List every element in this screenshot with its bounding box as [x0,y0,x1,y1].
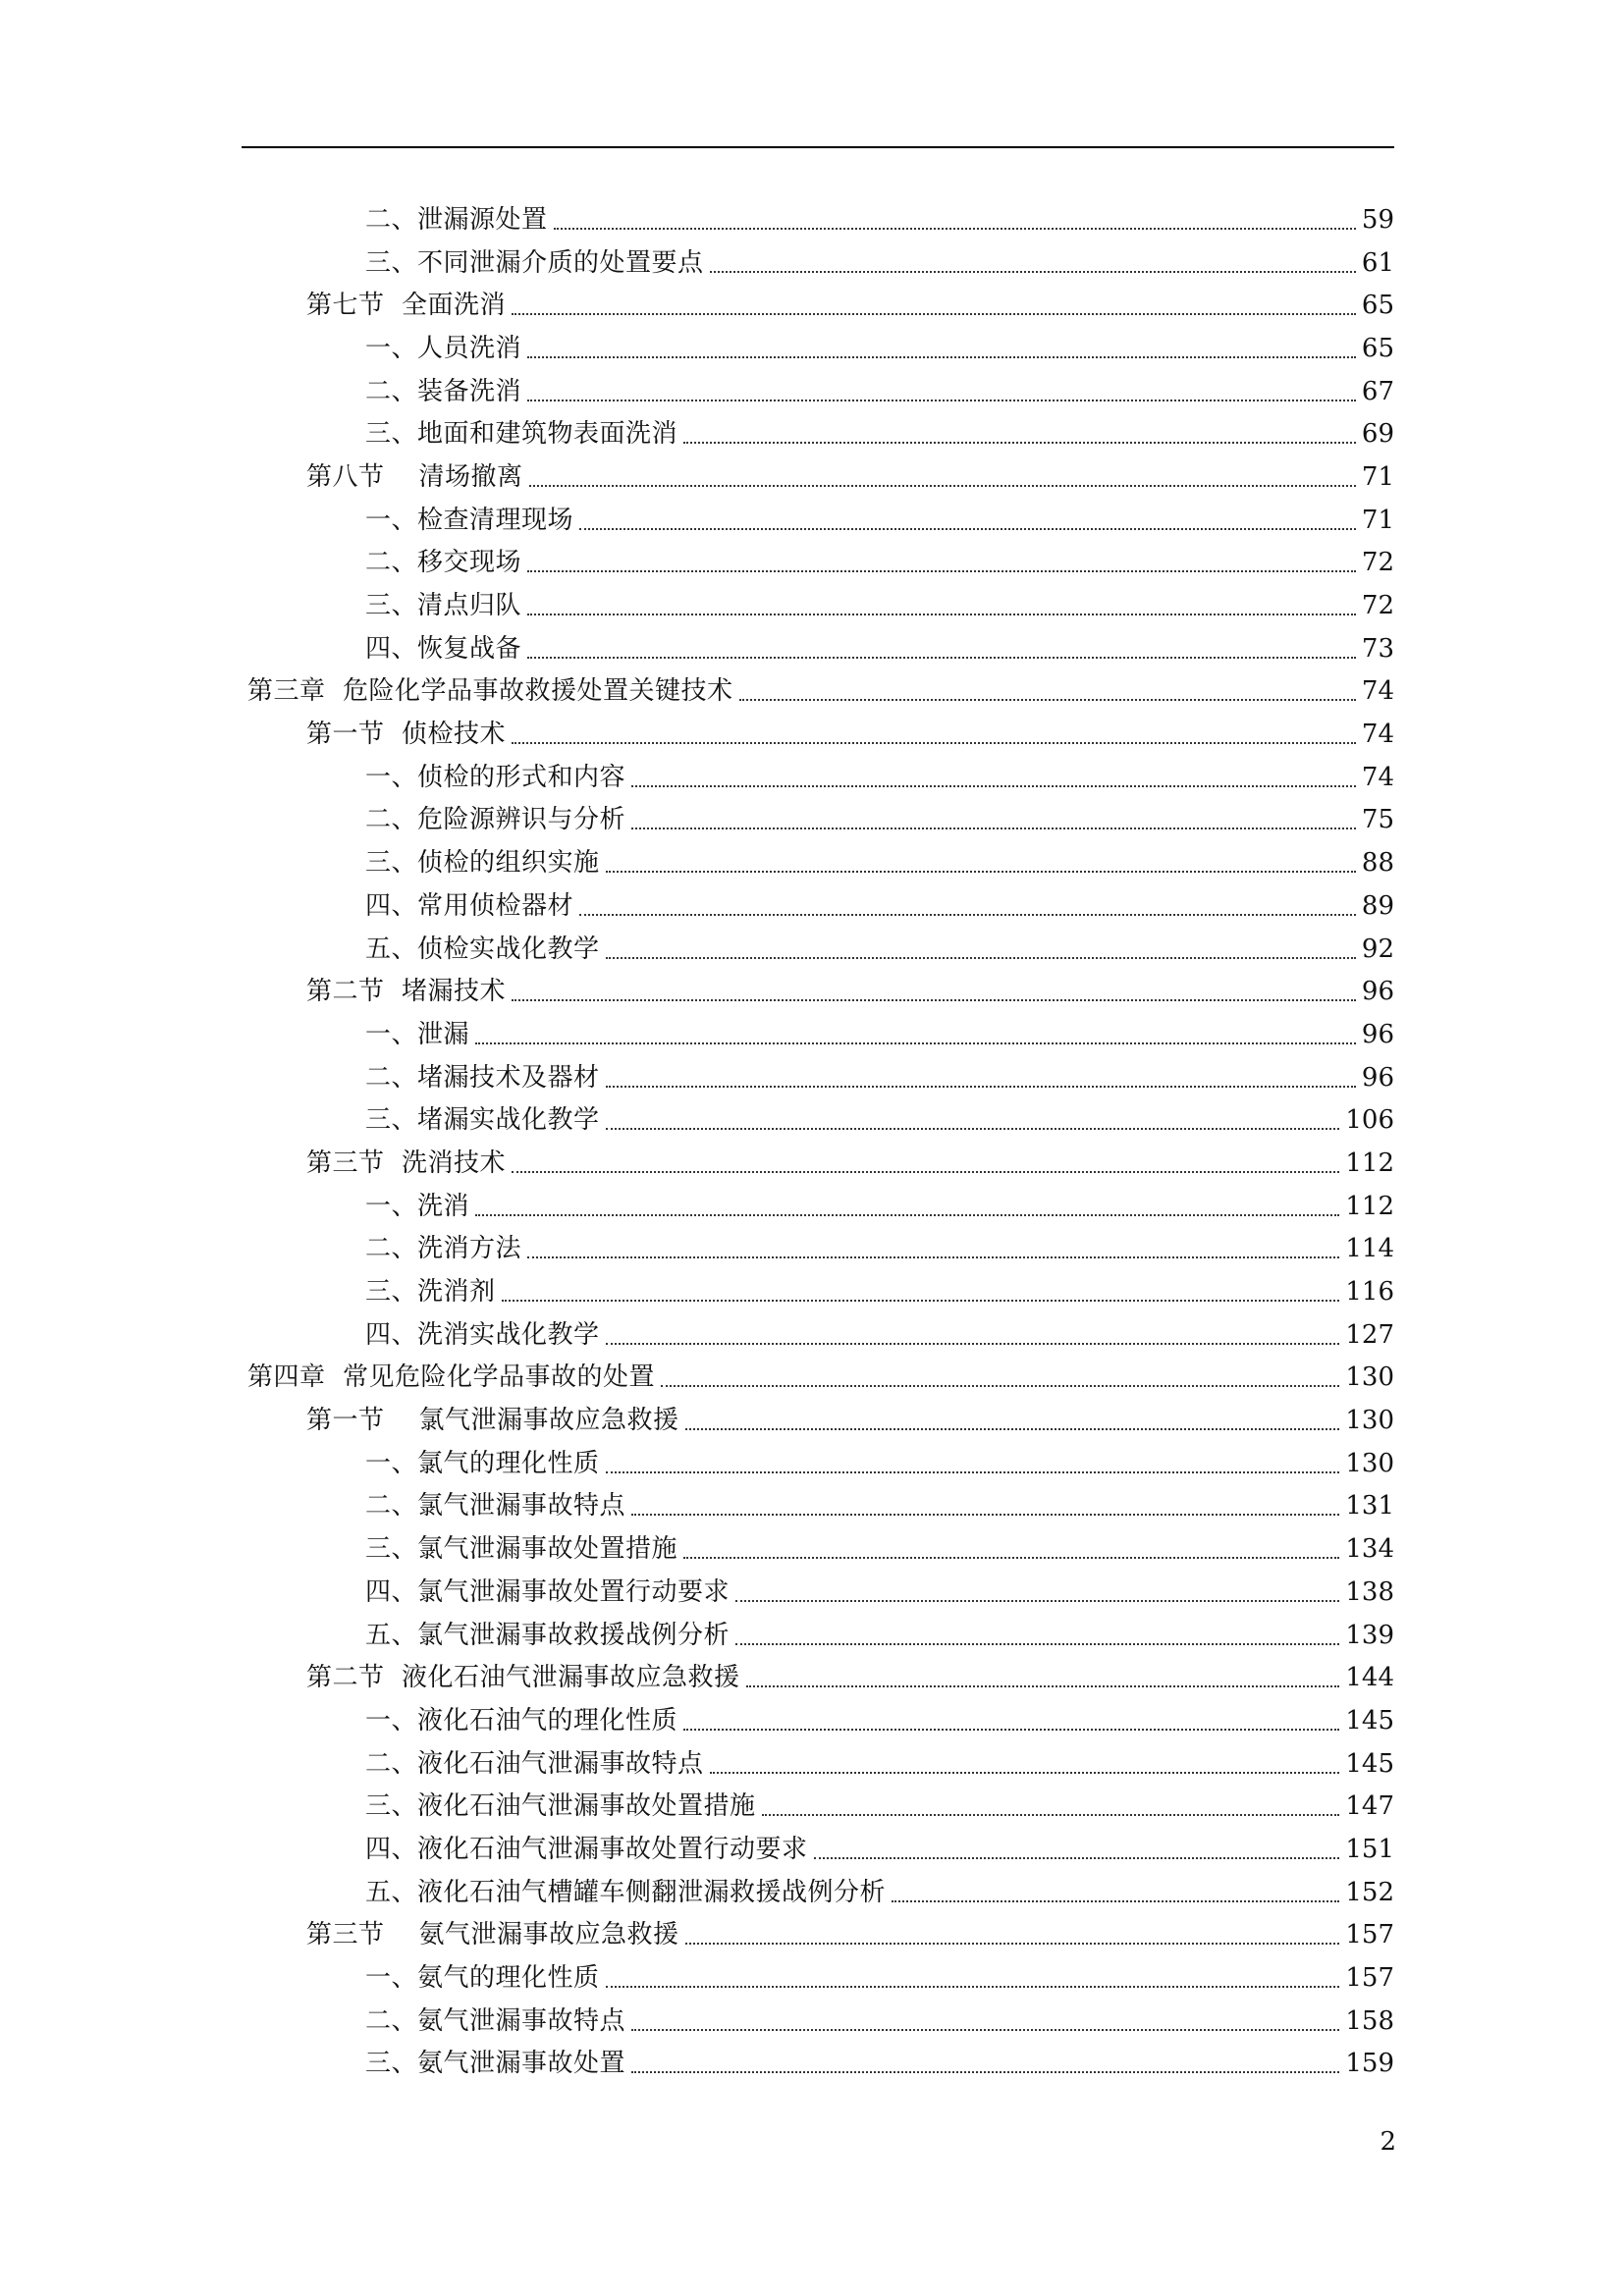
toc-entry-page: 67 [1361,376,1394,406]
toc-dot-leader [685,1428,1340,1430]
toc-entry-page: 89 [1361,890,1394,921]
toc-entry-page: 59 [1361,204,1394,235]
toc-entry-label: 一、液化石油气的理化性质 [365,1705,678,1735]
toc-entry-page: 74 [1361,720,1394,750]
toc-dot-leader [606,1986,1340,1988]
toc-entry[interactable] [0,284,1394,327]
toc-entry-label: 四、氯气泄漏事故处置行动要求 [365,1576,731,1607]
toc-entry-label: 二、装备洗消 [365,376,522,406]
toc-entry-page: 96 [1361,1062,1394,1093]
toc-dot-leader [606,1343,1340,1345]
page-number: 2 [1380,2127,1396,2157]
toc-dot-leader [512,313,1356,315]
toc-entry-label: 四、恢复战备 [365,633,522,664]
toc-entry[interactable] [0,670,1394,714]
toc-entry[interactable] [0,799,1394,842]
toc-entry-label: 第三章 危险化学品事故救援处置关键技术 [247,676,733,707]
toc-dot-leader [512,742,1356,744]
toc-entry[interactable] [0,1357,1394,1400]
toc-entry-page: 116 [1345,1277,1394,1308]
toc-dot-leader [606,871,1356,873]
toc-entry-label: 三、地面和建筑物表面洗消 [365,419,678,450]
toc-entry[interactable] [0,327,1394,370]
toc-entry-label: 二、移交现场 [365,548,522,578]
toc-dot-leader [527,614,1356,615]
toc-entry[interactable] [0,1656,1394,1699]
toc-dot-leader [579,914,1356,916]
toc-entry[interactable] [0,1228,1394,1271]
toc-dot-leader [814,1857,1340,1859]
toc-entry[interactable] [0,198,1394,241]
toc-dot-leader [661,1385,1339,1387]
toc-entry-page: 157 [1345,1963,1394,1994]
toc-dot-leader [579,528,1356,530]
toc-entry-page: 112 [1345,1148,1394,1178]
toc-entry[interactable] [0,713,1394,756]
toc-entry-label: 一、氨气的理化性质 [365,1963,600,1994]
toc-entry-page: 131 [1345,1491,1394,1522]
toc-dot-leader [527,570,1356,572]
toc-dot-leader [554,228,1356,230]
toc-entry[interactable] [0,2043,1394,2086]
toc-entry[interactable] [0,1056,1394,1099]
toc-dot-leader [502,1300,1340,1302]
toc-entry-page: 106 [1345,1105,1394,1136]
toc-dot-leader [527,1256,1339,1258]
toc-dot-leader [631,1514,1339,1516]
toc-entry-label: 二、危险源辨识与分析 [365,805,626,835]
toc-entry-label: 第七节 全面洗消 [306,291,507,321]
toc-dot-leader [683,1729,1339,1731]
toc-entry-label: 第八节 清场撤离 [306,461,523,492]
toc-entry-page: 151 [1345,1834,1394,1864]
toc-dot-leader [512,1171,1339,1173]
toc-dot-leader [710,271,1356,273]
toc-entry-label: 第一节 氯气泄漏事故应急救援 [306,1406,679,1436]
toc-entry-page: 74 [1361,762,1394,792]
toc-entry-page: 152 [1345,1877,1394,1907]
toc-entry-page: 96 [1361,1019,1394,1049]
toc-entry[interactable] [0,1185,1394,1228]
toc-entry-page: 92 [1361,934,1394,964]
toc-entry[interactable] [0,928,1394,971]
toc-entry-page: 138 [1345,1576,1394,1607]
toc-entry-page: 73 [1361,633,1394,664]
toc-entry[interactable] [0,970,1394,1013]
toc-entry-label: 第四章 常见危险化学品事故的处置 [247,1362,656,1393]
toc-dot-leader [631,828,1356,829]
toc-entry-page: 157 [1345,1920,1394,1950]
toc-entry-label: 一、侦检的形式和内容 [365,762,626,792]
toc-entry[interactable] [0,1270,1394,1313]
toc-entry-label: 第二节 堵漏技术 [306,977,507,1007]
toc-entry[interactable] [0,542,1394,585]
toc-entry-page: 75 [1361,805,1394,835]
toc-entry-label: 四、常用侦检器材 [365,890,574,921]
toc-entry-page: 72 [1361,548,1394,578]
toc-dot-leader [762,1814,1340,1816]
toc-entry-page: 130 [1345,1448,1394,1478]
toc-entry-page: 158 [1345,2005,1394,2036]
toc-entry-label: 三、液化石油气泄漏事故处置措施 [365,1791,756,1822]
toc-entry[interactable] [0,1013,1394,1056]
toc-dot-leader [739,699,1356,701]
toc-dot-leader [606,1128,1340,1130]
toc-entry-page: 74 [1361,676,1394,707]
toc-dot-leader [606,957,1356,959]
toc-entry-label: 一、氯气的理化性质 [365,1448,600,1478]
toc-dot-leader [631,785,1356,787]
toc-entry[interactable] [0,1527,1394,1571]
toc-entry-page: 134 [1345,1534,1394,1565]
toc-entry-page: 139 [1345,1620,1394,1650]
toc-entry[interactable] [0,1571,1394,1614]
toc-dot-leader [746,1685,1340,1687]
toc-entry[interactable] [0,584,1394,627]
toc-entry-page: 65 [1361,333,1394,363]
toc-entry[interactable] [0,1313,1394,1357]
toc-entry[interactable] [0,1956,1394,2000]
toc-entry-label: 三、清点归队 [365,591,522,621]
toc-entry-label: 五、液化石油气槽罐车侧翻泄漏救援战例分析 [365,1877,887,1907]
toc-dot-leader [735,1643,1339,1645]
toc-dot-leader [529,485,1356,487]
toc-entry[interactable] [0,1442,1394,1485]
toc-entry-page: 144 [1345,1663,1394,1693]
toc-entry-label: 第三节 洗消技术 [306,1148,507,1178]
toc-dot-leader [631,2071,1339,2073]
toc-entry-page: 65 [1361,291,1394,321]
toc-dot-leader [683,442,1356,444]
toc-entry-label: 三、侦检的组织实施 [365,848,600,879]
toc-entry-label: 一、检查清理现场 [365,505,574,535]
toc-entry-label: 三、氯气泄漏事故处置措施 [365,1534,678,1565]
toc-dot-leader [683,1557,1339,1559]
toc-entry-label: 二、堵漏技术及器材 [365,1062,600,1093]
toc-dot-leader [606,1086,1356,1088]
toc-dot-leader [685,1943,1340,1945]
toc-entry-page: 71 [1361,505,1394,535]
toc-entry-label: 五、氯气泄漏事故救援战例分析 [365,1620,731,1650]
toc-entry-label: 四、液化石油气泄漏事故处置行动要求 [365,1834,808,1864]
toc-entry-label: 三、堵漏实战化教学 [365,1105,600,1136]
toc-entry[interactable] [0,884,1394,928]
toc-dot-leader [606,1471,1340,1473]
toc-dot-leader [527,657,1356,659]
toc-entry-page: 130 [1345,1362,1394,1393]
toc-entry[interactable] [0,756,1394,799]
toc-entry-page: 145 [1345,1748,1394,1779]
toc-entry-label: 三、洗消剂 [365,1277,496,1308]
toc-entry-label: 五、侦检实战化教学 [365,934,600,964]
toc-entry-label: 第二节 液化石油气泄漏事故应急救援 [306,1663,740,1693]
table-of-contents [0,198,1624,2085]
toc-entry[interactable] [0,1914,1394,1957]
toc-entry[interactable] [0,1399,1394,1442]
toc-entry-page: 112 [1345,1191,1394,1221]
toc-entry[interactable] [0,1699,1394,1742]
toc-entry-page: 130 [1345,1406,1394,1436]
toc-dot-leader [527,356,1356,358]
toc-entry-label: 三、不同泄漏介质的处置要点 [365,247,704,278]
toc-entry-label: 四、洗消实战化教学 [365,1319,600,1350]
toc-entry-page: 96 [1361,977,1394,1007]
toc-entry-label: 一、泄漏 [365,1019,470,1049]
toc-entry-label: 第一节 侦检技术 [306,720,507,750]
toc-entry[interactable] [0,1098,1394,1142]
toc-entry[interactable] [0,2000,1394,2043]
toc-entry-page: 159 [1345,2049,1394,2079]
toc-entry[interactable] [0,1828,1394,1871]
toc-dot-leader [527,400,1356,401]
toc-entry-label: 二、洗消方法 [365,1234,522,1264]
toc-dot-leader [631,2029,1339,2031]
toc-entry[interactable] [0,1485,1394,1528]
toc-entry-page: 88 [1361,848,1394,879]
toc-entry-page: 145 [1345,1705,1394,1735]
toc-entry-label: 第三节 氨气泄漏事故应急救援 [306,1920,679,1950]
toc-entry-label: 三、氨气泄漏事故处置 [365,2049,626,2079]
toc-entry[interactable] [0,1785,1394,1828]
toc-entry-label: 一、洗消 [365,1191,470,1221]
toc-dot-leader [512,999,1356,1001]
toc-entry-page: 147 [1345,1791,1394,1822]
toc-entry[interactable] [0,241,1394,285]
toc-entry-page: 69 [1361,419,1394,450]
toc-entry[interactable] [0,627,1394,670]
toc-entry-label: 二、泄漏源处置 [365,204,548,235]
toc-entry[interactable] [0,455,1394,499]
toc-entry-page: 61 [1361,247,1394,278]
toc-entry-page: 127 [1345,1319,1394,1350]
toc-entry[interactable] [0,1871,1394,1914]
toc-entry[interactable] [0,412,1394,455]
toc-entry-page: 72 [1361,591,1394,621]
header-rule [242,146,1394,148]
toc-entry[interactable] [0,1614,1394,1657]
toc-entry-label: 二、氯气泄漏事故特点 [365,1491,626,1522]
toc-entry[interactable] [0,1142,1394,1185]
toc-dot-leader [892,1900,1339,1902]
toc-entry[interactable] [0,370,1394,413]
toc-dot-leader [735,1600,1339,1602]
toc-dot-leader [710,1772,1340,1774]
toc-entry[interactable] [0,1742,1394,1786]
toc-entry-label: 一、人员洗消 [365,333,522,363]
toc-entry-page: 114 [1345,1234,1394,1264]
toc-entry[interactable] [0,841,1394,884]
toc-dot-leader [475,1214,1339,1216]
toc-entry-label: 二、液化石油气泄漏事故特点 [365,1748,704,1779]
toc-entry-page: 71 [1361,461,1394,492]
toc-entry[interactable] [0,499,1394,542]
toc-dot-leader [475,1042,1356,1044]
toc-entry-label: 二、氨气泄漏事故特点 [365,2005,626,2036]
